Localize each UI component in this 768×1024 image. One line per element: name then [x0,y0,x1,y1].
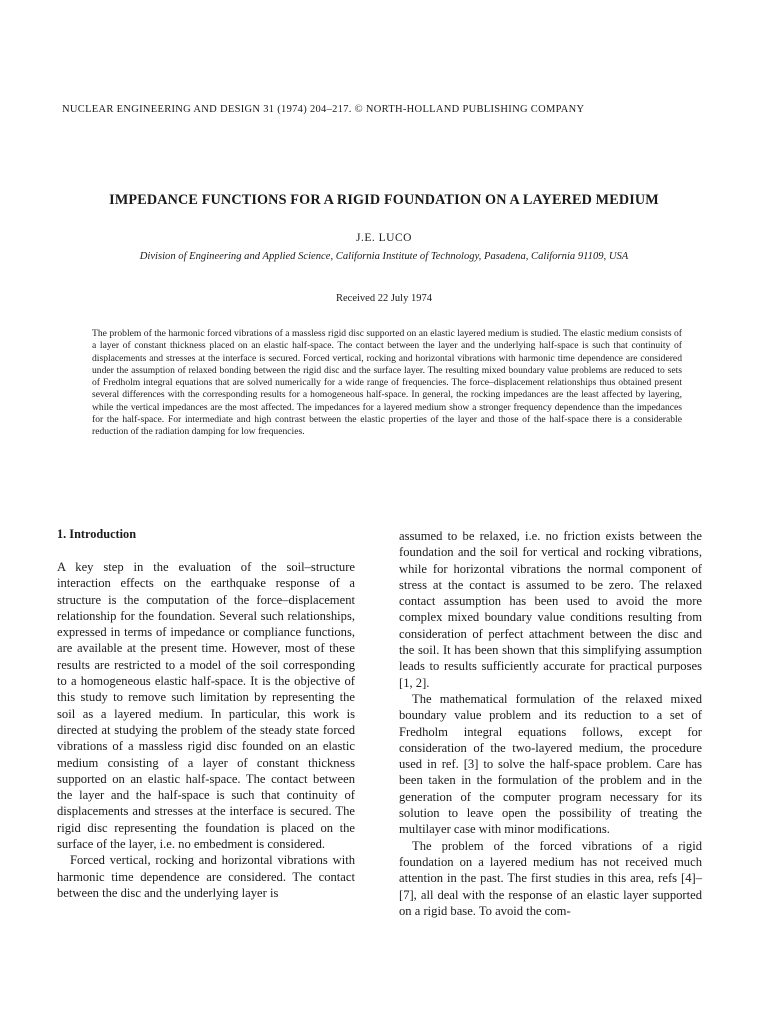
body-paragraph: A key step in the evaluation of the soil–structure interaction effects on the earthquake response of a structure is the computation of the force–displacement relationship for the foundation. Several such relationships, expressed in terms of impedance or compliance functions, are available at the present time. However, most of these results are restricted to a model of the soil corresponding to a homogeneous elastic half-space. It is the objective of this study to remove such limitation by representing the soil as a layered medium. In particular, this work is directed at studying the problem of the steady state forced vibrations of a massless rigid disc founded on an elastic medium consisting of a layer of constant thickness supported on an elastic half-space. The contact between the layer and the half-space is such that continuity of displacements and stresses at the interface is secured. The rigid disc representing the foundation is placed on the surface of the layer, i.e. no embedment is considered. [57,560,355,852]
author-affiliation: Division of Engineering and Applied Science, California Institute of Technology, Pasadena, California 91109, USA [139,251,629,262]
journal-citation-header: NUCLEAR ENGINEERING AND DESIGN 31 (1974) 204–217. © NORTH-HOLLAND PUBLISHING COMPANY [62,104,585,115]
body-paragraph: Forced vertical, rocking and horizontal vibrations with harmonic time dependence are considered. The contact between the disc and the underlying layer is [57,853,355,900]
article-author: J.E. LUCO [356,232,412,244]
abstract [92,328,682,439]
body-paragraph: The mathematical formulation of the relaxed mixed boundary value problem and its reduction to a set of Fredholm integral equations follows, except for consideration of the two-layered medium, the procedure used in ref. [3] to solve the half-space problem. Care has been taken in the formulation of the problem and in the generation of the computer program necessary for its solution to leave open the possibility of treating the multilayer case with minor modifications. [399,691,702,837]
article-title: IMPEDANCE FUNCTIONS FOR A RIGID FOUNDATION ON A LAYERED MEDIUM [109,192,659,208]
left-column [57,526,355,901]
body-paragraph: The problem of the forced vibrations of a rigid foundation on a layered medium has not received much attention in the past. The first studies in this area, refs [4]–[7], all deal with the response of an elastic layer supported on a rigid base. To avoid the com- [399,838,702,918]
right-column [399,528,702,919]
received-date: Received 22 July 1974 [336,293,432,304]
abstract-text: The problem of the harmonic forced vibrations of a massless rigid disc supported on an elastic layered medium is studied. The elastic medium consists of a layer of constant thickness placed on an elastic half-space. The contact between the layer and the underlying half-space is such that continuity of displacements and stresses at the interface is secured. Forced vertical, rocking and horizontal vibrations with harmonic time dependence are considered under the assumption of relaxed bonding between the rigid disc and the surface layer. The resulting mixed boundary value problems are reduced to sets of Fredholm integral equations that are solved numerically for a wide range of frequencies. The force–displacement relationships thus obtained present several differences with the corresponding results for a homogeneous half-space. In general, the rocking impedances are the least affected by layering, while the vertical impedances are the most affected. The impedances for a layered medium show a stronger frequency dependence than the impedances for the half-space. For intermediate and high contrast between the elastic properties of the layer and those of the half-space there is a considerable reduction of the radiation damping for low frequencies. [92,328,682,438]
section-heading-introduction: 1. Introduction [57,527,137,541]
body-paragraph: assumed to be relaxed, i.e. no friction exists between the foundation and the soil for vertical and rocking vibrations, while for horizontal vibrations the normal component of stress at the contact is assumed to be zero. The relaxed contact assumption has been used to avoid the more complex mixed boundary value conditions resulting from consideration of perfect attachment between the disc and the soil. It has been shown that this simplifying assumption leads to results sufficiently accurate for practical purposes [1, 2]. [399,529,702,690]
